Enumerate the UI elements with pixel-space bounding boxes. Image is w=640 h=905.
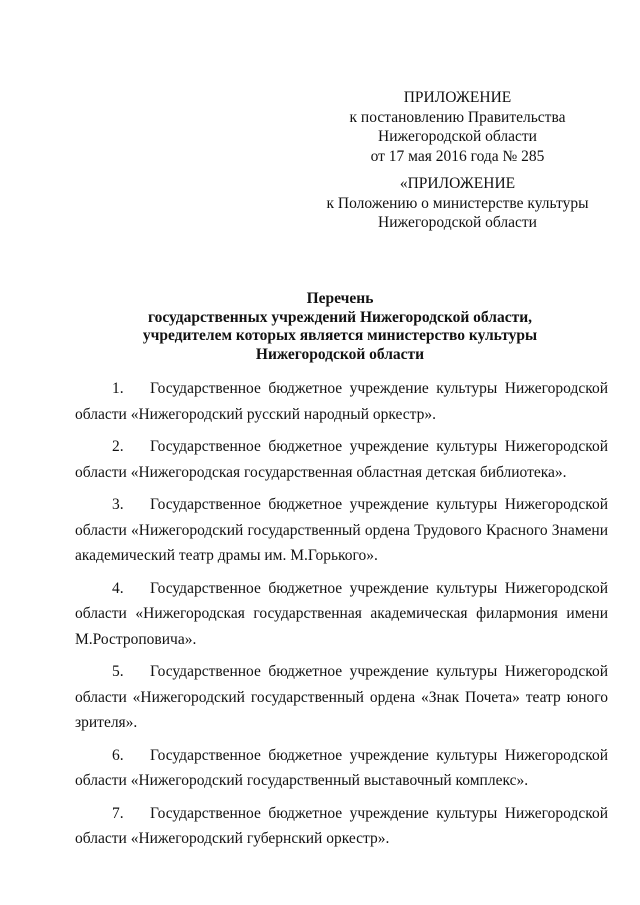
- list-item-line: [75, 434, 608, 460]
- list-item-line: [75, 492, 608, 518]
- list-item-number: 7.: [112, 804, 124, 822]
- list-item-line: зрителя».: [75, 714, 138, 731]
- list-item-line: [75, 743, 608, 769]
- list-item-line: области «Нижегородская государственная академическая филармония имени: [75, 605, 608, 622]
- list-item-text: Государственное бюджетное учреждение культуры Нижегородской: [150, 804, 608, 822]
- list-item-line: М.Ростроповича».: [75, 630, 197, 648]
- list-item-text: Государственное бюджетное учреждение культуры Нижегородской: [150, 746, 608, 764]
- list-item-number: 1.: [112, 380, 124, 397]
- appendix-title: «ПРИЛОЖЕНИЕ: [399, 175, 516, 192]
- list-item-line: [75, 576, 608, 602]
- appendix-block-regulation: [305, 174, 610, 233]
- heading-line: государственных учреждений Нижегородской области,: [147, 308, 533, 326]
- list-item-text: Государственное бюджетное учреждение культуры Нижегородской: [150, 380, 608, 397]
- list-heading: [75, 290, 605, 364]
- list-item-text: Государственное бюджетное учреждение культуры Нижегородской: [150, 438, 608, 455]
- list-item-line: академический театр драмы им. М.Горького».: [75, 547, 378, 564]
- appendix-line: Нижегородской области: [378, 214, 537, 231]
- list-item: [75, 492, 608, 569]
- list-item-number: 5.: [112, 663, 124, 680]
- appendix-line: к постановлению Правительства: [349, 108, 566, 126]
- list-item-text: Государственное бюджетное учреждение культуры Нижегородской: [150, 579, 608, 597]
- list-item-text: Государственное бюджетное учреждение культуры Нижегородской: [150, 496, 608, 513]
- list-item-number: 3.: [112, 496, 124, 513]
- list-item: [75, 376, 608, 427]
- appendix-line: Нижегородской области: [378, 128, 537, 145]
- list-item-line: области «Нижегородский государственный выставочный комплекс».: [75, 772, 529, 789]
- appendix-block-decree: [305, 88, 610, 166]
- list-item-line: области «Нижегородский губернский оркестр».: [75, 830, 390, 847]
- list-item-line: [75, 801, 608, 827]
- list-item: [75, 576, 608, 653]
- heading-line: Перечень: [306, 290, 374, 307]
- appendix-line: к Положению о министерстве культуры: [326, 194, 589, 212]
- list-item-line: области «Нижегородский русский народный оркестр».: [75, 405, 437, 423]
- list-item: [75, 659, 608, 736]
- heading-line: Нижегородской области: [255, 345, 425, 363]
- list-item-line: области «Нижегородская государственная областная детская библиотека».: [75, 463, 567, 481]
- list-item: [75, 743, 608, 794]
- list-item-number: 6.: [112, 746, 124, 764]
- list-item-line: [75, 376, 608, 402]
- list-item-line: области «Нижегородский государственный ордена Трудового Красного Знамени: [75, 521, 608, 539]
- list-item-number: 2.: [112, 438, 124, 455]
- list-item-line: области «Нижегородский государственный ордена «Знак Почета» театр юного: [75, 688, 608, 706]
- appendix-date-line: от 17 мая 2016 года № 285: [370, 147, 545, 165]
- heading-line: учредителем которых является министерство культуры: [142, 327, 538, 344]
- list-item: [75, 801, 608, 852]
- appendix-title: ПРИЛОЖЕНИЕ: [403, 89, 512, 106]
- list-item-line: [75, 659, 608, 685]
- list-item-text: Государственное бюджетное учреждение культуры Нижегородской: [150, 663, 608, 680]
- list-item-number: 4.: [112, 579, 124, 597]
- institution-list: [75, 376, 608, 859]
- list-item: [75, 434, 608, 485]
